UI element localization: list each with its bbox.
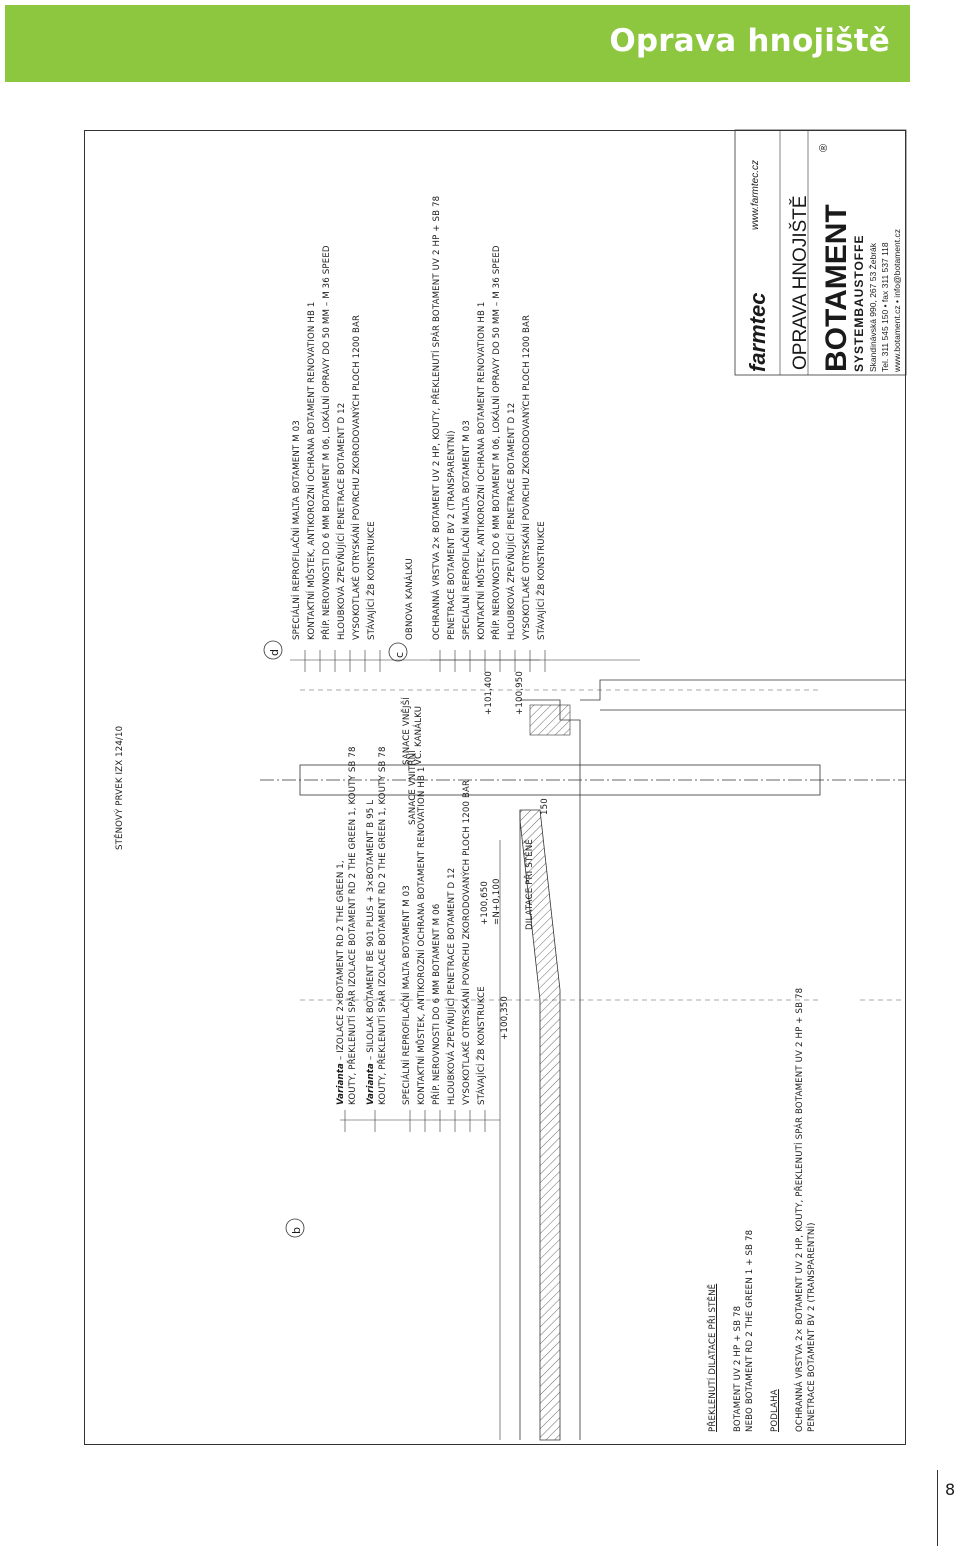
elevation-100950: +100,950 xyxy=(515,671,525,715)
callout-d-letter: d xyxy=(268,648,281,656)
podlaha-line-1: OCHRANNÁ VRSTVA 2× BOTAMENT UV 2 HP, KOUTY, PŘEKLENUTÍ SPÁR BOTAMENT UV 2 HP + SB 78 xyxy=(795,987,805,1432)
phone: Tel. 311 545 150 • fax 311 537 118 xyxy=(880,242,890,372)
sanace-vnitrni-label: SANACE VNITŘNÍ xyxy=(408,750,418,825)
callout-c-letter: c xyxy=(393,651,406,658)
callout-b-letter: b xyxy=(290,1226,303,1234)
legend-b-line-1: SPECIÁLNÍ REPROFILAČNÍ MALTA BOTAMENT M 03 xyxy=(402,885,412,1105)
sanace-vnejsi-label-2: VČ. KANÁLKU xyxy=(414,705,424,765)
page-number-rule xyxy=(937,1470,938,1546)
legend-d-line-4: HLOUBKOVÁ ZPEVŇUJÍCÍ PENETRACE BOTAMENT D 12 xyxy=(337,402,347,640)
legend-d-line-2: KONTAKTNÍ MŮSTEK, ANTIKOROZNÍ OCHRANA BOTAMENT RENOVATION HB 1 xyxy=(307,301,317,640)
elevation-101400: +101,400 xyxy=(484,671,494,715)
legend-d-line-6: STÁVAJÍCÍ ŽB KONSTRUKCE xyxy=(367,521,377,640)
legend-c-line-5: PŘÍP. NEROVNOSTI DO 6 MM BOTAMENT M 06, LOKÁLNÍ OPRAVY DO 50 MM – M 36 SPEED xyxy=(492,245,502,640)
legend-b-variant1-line2: KOUTY, PŘEKLENUTÍ SPÁR IZOLACE BOTAMENT RD 2 THE GREEN 1, KOUTY SB 78 xyxy=(348,746,358,1105)
legend-c-line-4: KONTAKTNÍ MŮSTEK, ANTIKOROZNÍ OCHRANA BOTAMENT RENOVATION HB 1 xyxy=(477,301,487,640)
legend-c-line-6: HLOUBKOVÁ ZPEVŇUJÍCÍ PENETRACE BOTAMENT D 12 xyxy=(507,402,517,640)
podlaha-line-2: PENETRACE BOTAMENT BV 2 (TRANSPARENTNÍ) xyxy=(807,1222,817,1432)
legend-b-line-4: HLOUBKOVÁ ZPEVŇUJÍCÍ PENETRACE BOTAMENT D 12 xyxy=(447,867,457,1105)
elevation-100100: =N+0,100 xyxy=(492,878,502,925)
legend-c-line-7: VYSOKOTLAKÉ OTRYSKÁNÍ POVRCHU ZKORODOVANÝCH PLOCH 1200 BAR xyxy=(522,314,532,640)
dilatace-label: DILATACE PŘI STĚNĚ xyxy=(525,839,535,930)
botament-logo: BOTAMENT xyxy=(820,204,853,372)
page-number: 8 xyxy=(945,1480,956,1499)
registered-mark: ® xyxy=(818,143,830,152)
legend-b-variant2: Varianta – SILOLAK BOTAMENT BE 901 PLUS + 3×BOTAMENT B 95 L xyxy=(366,799,376,1105)
farmtec-url: www.farmtec.cz xyxy=(750,159,761,230)
web: www.botament.cz • info@botament.cz xyxy=(892,229,902,372)
page-title: Oprava hnojiště xyxy=(609,23,890,59)
legend-b-line-6: STÁVAJÍCÍ ŽB KONSTRUKCE xyxy=(477,986,487,1105)
drawing-title: OPRAVA HNOJIŠTĚ xyxy=(790,195,811,370)
legend-b-variant2-line2: KOUTY, PŘEKLENUTÍ SPÁR IZOLACE BOTAMENT RD 2 THE GREEN 1, KOUTY SB 78 xyxy=(378,746,388,1105)
legend-c-line-3: SPECIÁLNÍ REPROFILAČNÍ MALTA BOTAMENT M 03 xyxy=(462,420,472,640)
dilatace-line-2: NEBO BOTAMENT RD 2 THE GREEN 1 + SB 78 xyxy=(745,1229,755,1432)
address: Skandinávská 990, 267 53 Žebrák xyxy=(868,242,878,372)
legend-b-line-3: PŘÍP. NEROVNOSTI DO 6 MM BOTAMENT M 06 xyxy=(432,903,442,1105)
farmtec-logo: farmtec xyxy=(745,292,770,372)
sanace-vnejsi-label: SANACE VNĚJŠÍ xyxy=(402,696,412,765)
elevation-100350: +100,350 xyxy=(500,996,510,1040)
podlaha-title: PODLAHA xyxy=(770,1389,780,1432)
systembaustoffe-label: SYSTEMBAUSTOFFE xyxy=(852,234,866,372)
legend-b-line-2: KONTAKTNÍ MŮSTEK, ANTIKOROZNÍ OCHRANA BOTAMENT RENOVATION HB 1 xyxy=(417,766,427,1105)
elevation-100650: +100,650 xyxy=(480,881,490,925)
legend-d-line-1: SPECIÁLNÍ REPROFILAČNÍ MALTA BOTAMENT M 03 xyxy=(292,420,302,640)
dim-150: 150 xyxy=(540,798,550,815)
legend-d-line-3: PŘÍP. NEROVNOSTI DO 6 MM BOTAMENT M 06, LOKÁLNÍ OPRAVY DO 50 MM – M 36 SPEED xyxy=(322,245,332,640)
legend-b-variant1: Varianta – IZOLACE 2×BOTAMENT RD 2 THE GREEN 1, xyxy=(336,860,346,1105)
legend-c-line-2: PENETRACE BOTAMENT BV 2 (TRANSPARENTNÍ) xyxy=(447,430,457,640)
legend-c-line-1: OCHRANNÁ VRSTVA 2× BOTAMENT UV 2 HP, KOUTY, PŘEKLENUTÍ SPÁR BOTAMENT UV 2 HP + SB 78 xyxy=(432,195,442,640)
legend-d-line-5: VYSOKOTLAKÉ OTRYSKÁNÍ POVRCHU ZKORODOVANÝCH PLOCH 1200 BAR xyxy=(352,314,362,640)
legend-b-line-5: VYSOKOTLAKÉ OTRYSKÁNÍ POVRCHU ZKORODOVANÝCH PLOCH 1200 BAR xyxy=(462,779,472,1105)
legend-c-title: OBNOVA KANÁLKU xyxy=(405,558,415,640)
dilatace-line-1: BOTAMENT UV 2 HP + SB 78 xyxy=(733,1305,743,1432)
legend-c-line-8: STÁVAJÍCÍ ŽB KONSTRUKCE xyxy=(537,521,547,640)
dilatace-title: PŘEKLENUTÍ DILATACE PŘI STĚNĚ xyxy=(708,1283,718,1432)
wall-label: STĚNOVÝ PRVEK IZX 124/10 xyxy=(115,725,125,850)
